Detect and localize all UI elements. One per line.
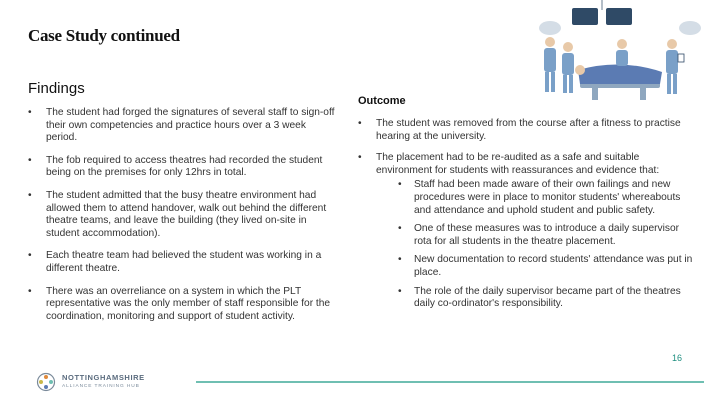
logo-name: NOTTINGHAMSHIRE	[62, 373, 145, 382]
bullet-icon: •	[398, 285, 402, 297]
logo	[36, 372, 145, 392]
bullet-icon: •	[28, 285, 32, 297]
finding-text: Each theatre team had believed the student was working in a different theatre.	[46, 250, 322, 274]
outcome-subtext: The role of the daily supervisor became part of the theatres daily co-ordinator's responsibility.	[414, 285, 681, 310]
logo-subtitle: ALLIANCE TRAINING HUB	[62, 384, 140, 389]
findings-heading: Findings	[28, 80, 85, 97]
finding-item	[28, 286, 336, 324]
footer-rule	[196, 381, 704, 383]
outcome-sublist	[398, 179, 698, 310]
finding-text: The student had forged the signatures of several staff to sign-off their own competencies and practice hours over a 3 week period.	[46, 107, 335, 144]
outcome-item	[358, 118, 698, 143]
outcome-subtext: One of these measures was to introduce a daily supervisor rota for all students in the theatre placement.	[414, 223, 680, 247]
page-number: 16	[672, 353, 683, 363]
bullet-icon: •	[28, 154, 32, 166]
outcome-item	[358, 152, 698, 311]
outcome-subitem	[398, 223, 698, 248]
outcome-subitem	[398, 286, 698, 311]
outcome-text: The student was removed from the course after a fitness to practise hearing at the university.	[376, 118, 681, 142]
bullet-icon: •	[358, 152, 362, 164]
outcome-subtext: Staff had been made aware of their own failings and new procedures were in place to monitor students' whereabouts and attendance and uphold student and public safety.	[414, 179, 681, 216]
bullet-icon: •	[398, 223, 402, 235]
bullet-icon: •	[28, 107, 32, 118]
finding-item	[28, 107, 336, 145]
logo-emblem-icon	[36, 372, 56, 392]
slide-title: Case Study continued	[28, 26, 180, 45]
outcome-text: The placement had to be re-audited as a safe and suitable environment for students with reassurances and evidence that:	[376, 152, 660, 176]
finding-text: The student admitted that the busy theatre environment had allowed them to attend handover, walk out behind the different theatre teams, and leave the building (they lived on-site in student accommodation).	[46, 189, 327, 239]
bullet-icon: •	[358, 118, 362, 129]
outcome-heading: Outcome	[358, 95, 406, 107]
outcome-subtext: New documentation to record students' attendance was put in place.	[414, 254, 693, 278]
bullet-icon: •	[28, 189, 32, 201]
finding-text: The fob required to access theatres had recorded the student being on the premises for only 12hrs in total.	[46, 154, 323, 179]
bullet-icon: •	[28, 250, 32, 262]
finding-item	[28, 155, 336, 180]
findings-list	[28, 107, 336, 333]
outcome-subitem	[398, 179, 698, 217]
surgical-team-illustration	[520, 0, 720, 105]
finding-item	[28, 250, 336, 275]
outcome-list	[358, 118, 698, 320]
bullet-icon: •	[398, 254, 402, 266]
outcome-subitem	[398, 254, 698, 279]
finding-text: There was an overreliance on a system in which the PLT representative was the only member of staff responsible for the coordination, monitoring and support of student activity.	[46, 285, 331, 322]
finding-item	[28, 190, 336, 240]
bullet-icon: •	[398, 179, 402, 191]
